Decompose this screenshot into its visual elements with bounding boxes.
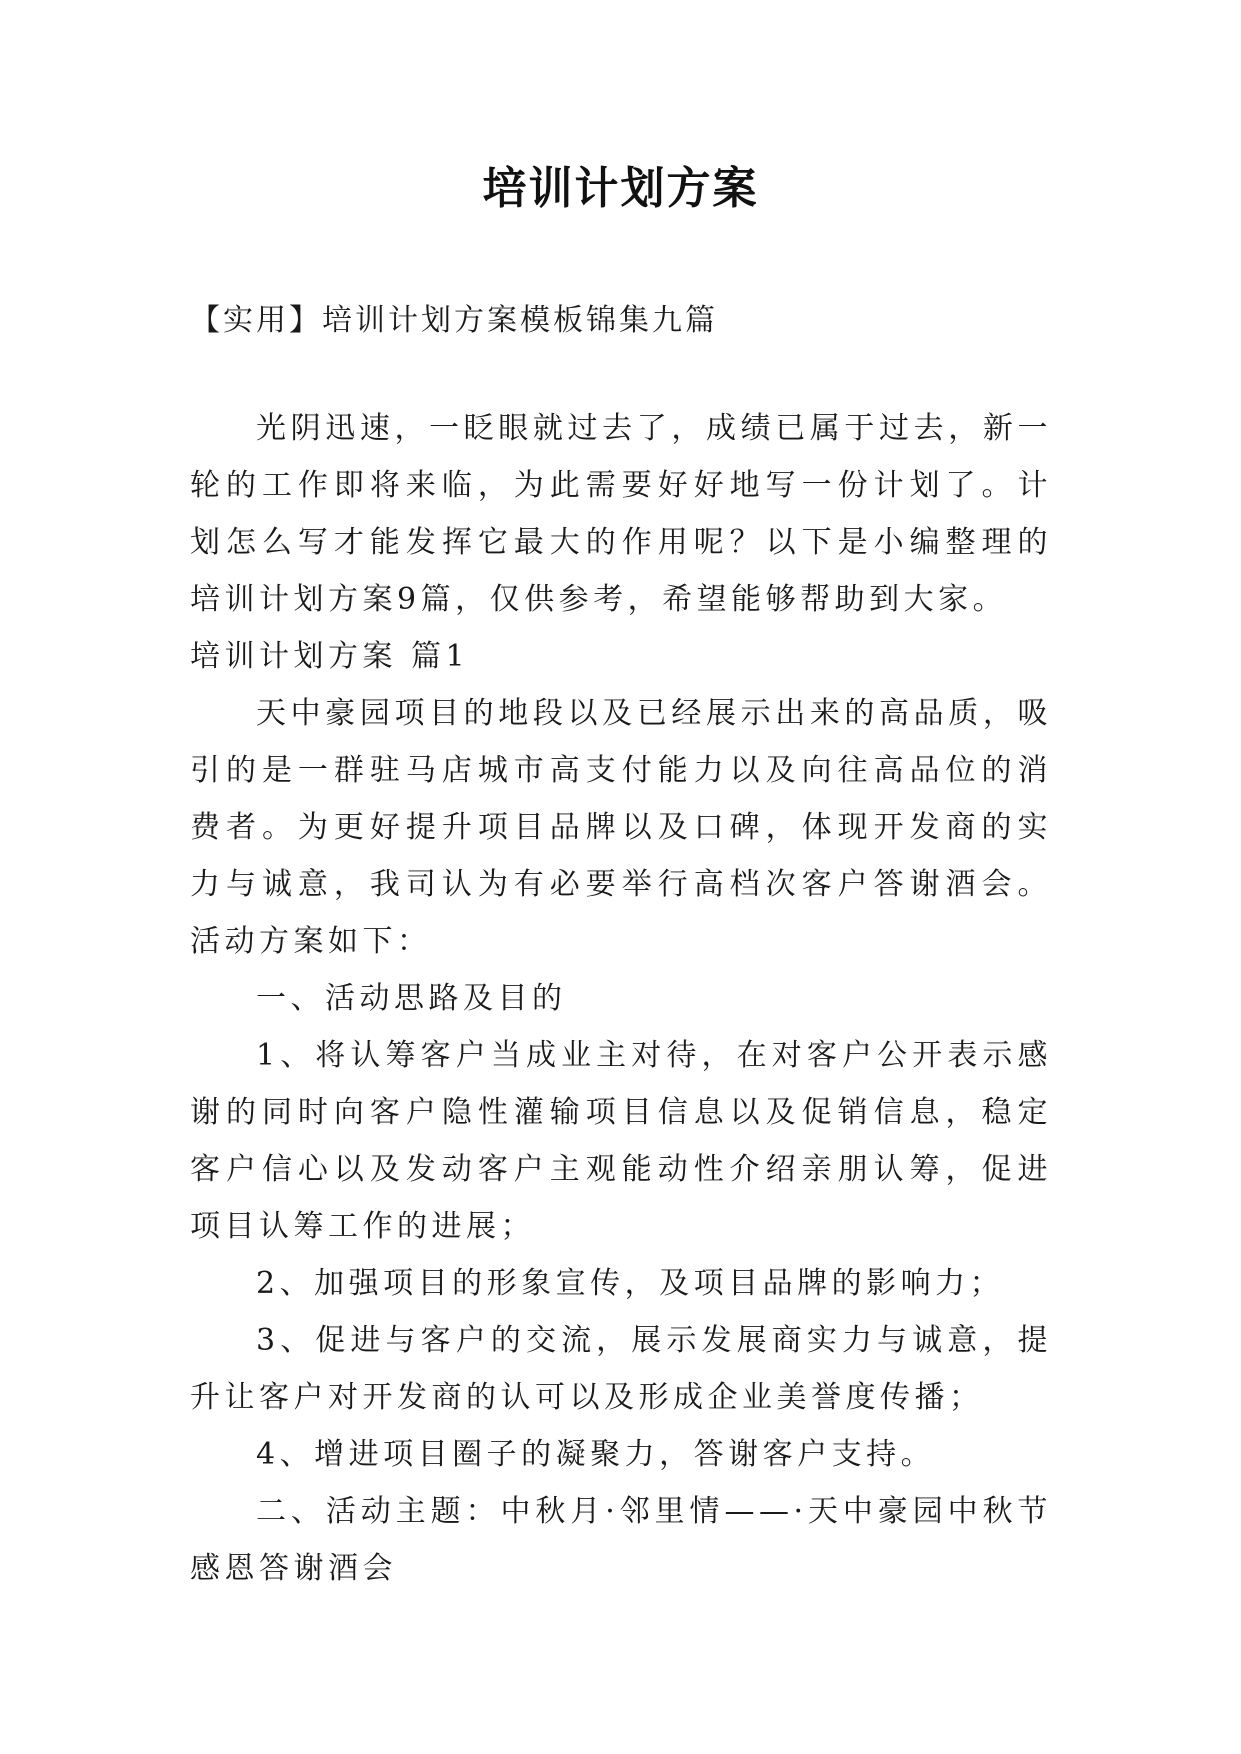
body-paragraph: 二、活动主题：中秋月·邻里情——·天中豪园中秋节感恩答谢酒会 xyxy=(190,1494,1052,1586)
body-paragraph: 1、将认筹客户当成业主对待，在对客户公开表示感谢的同时向客户隐性灌输项目信息以及促销信息，稳定客户信心以及发动客户主观能动性介绍亲朋认筹，促进项目认筹工作的进展； xyxy=(190,1038,1052,1244)
section-heading: 培训计划方案 篇1 xyxy=(190,639,470,674)
document-subtitle: 【实用】培训计划方案模板锦集九篇 xyxy=(190,303,718,338)
body-paragraph: 2、加强项目的形象宣传，及项目品牌的影响力； xyxy=(256,1266,1005,1301)
document-title: 培训计划方案 xyxy=(482,163,759,214)
body-paragraph: 3、促进与客户的交流，展示发展商实力与诚意，提升让客户对开发商的认可以及形成企业美誉度传播； xyxy=(190,1323,1052,1415)
intro-paragraph: 光阴迅速，一眨眼就过去了，成绩已属于过去，新一轮的工作即将来临，为此需要好好地写一份计划了。计划怎么写才能发挥它最大的作用呢？以下是小编整理的培训计划方案9篇，仅供参考，希望能够帮助到大家。 xyxy=(190,411,1052,617)
document-body xyxy=(190,400,1052,1597)
body-paragraph: 4、增进项目圈子的凝聚力，答谢客户支持。 xyxy=(256,1437,936,1472)
body-paragraph: 一、活动思路及目的 xyxy=(256,981,567,1016)
body-paragraph: 天中豪园项目的地段以及已经展示出来的高品质，吸引的是一群驻马店城市高支付能力以及向往高品位的消费者。为更好提升项目品牌以及口碑，体现开发商的实力与诚意，我司认为有必要举行高档次客户答谢酒会。活动方案如下： xyxy=(190,696,1052,959)
